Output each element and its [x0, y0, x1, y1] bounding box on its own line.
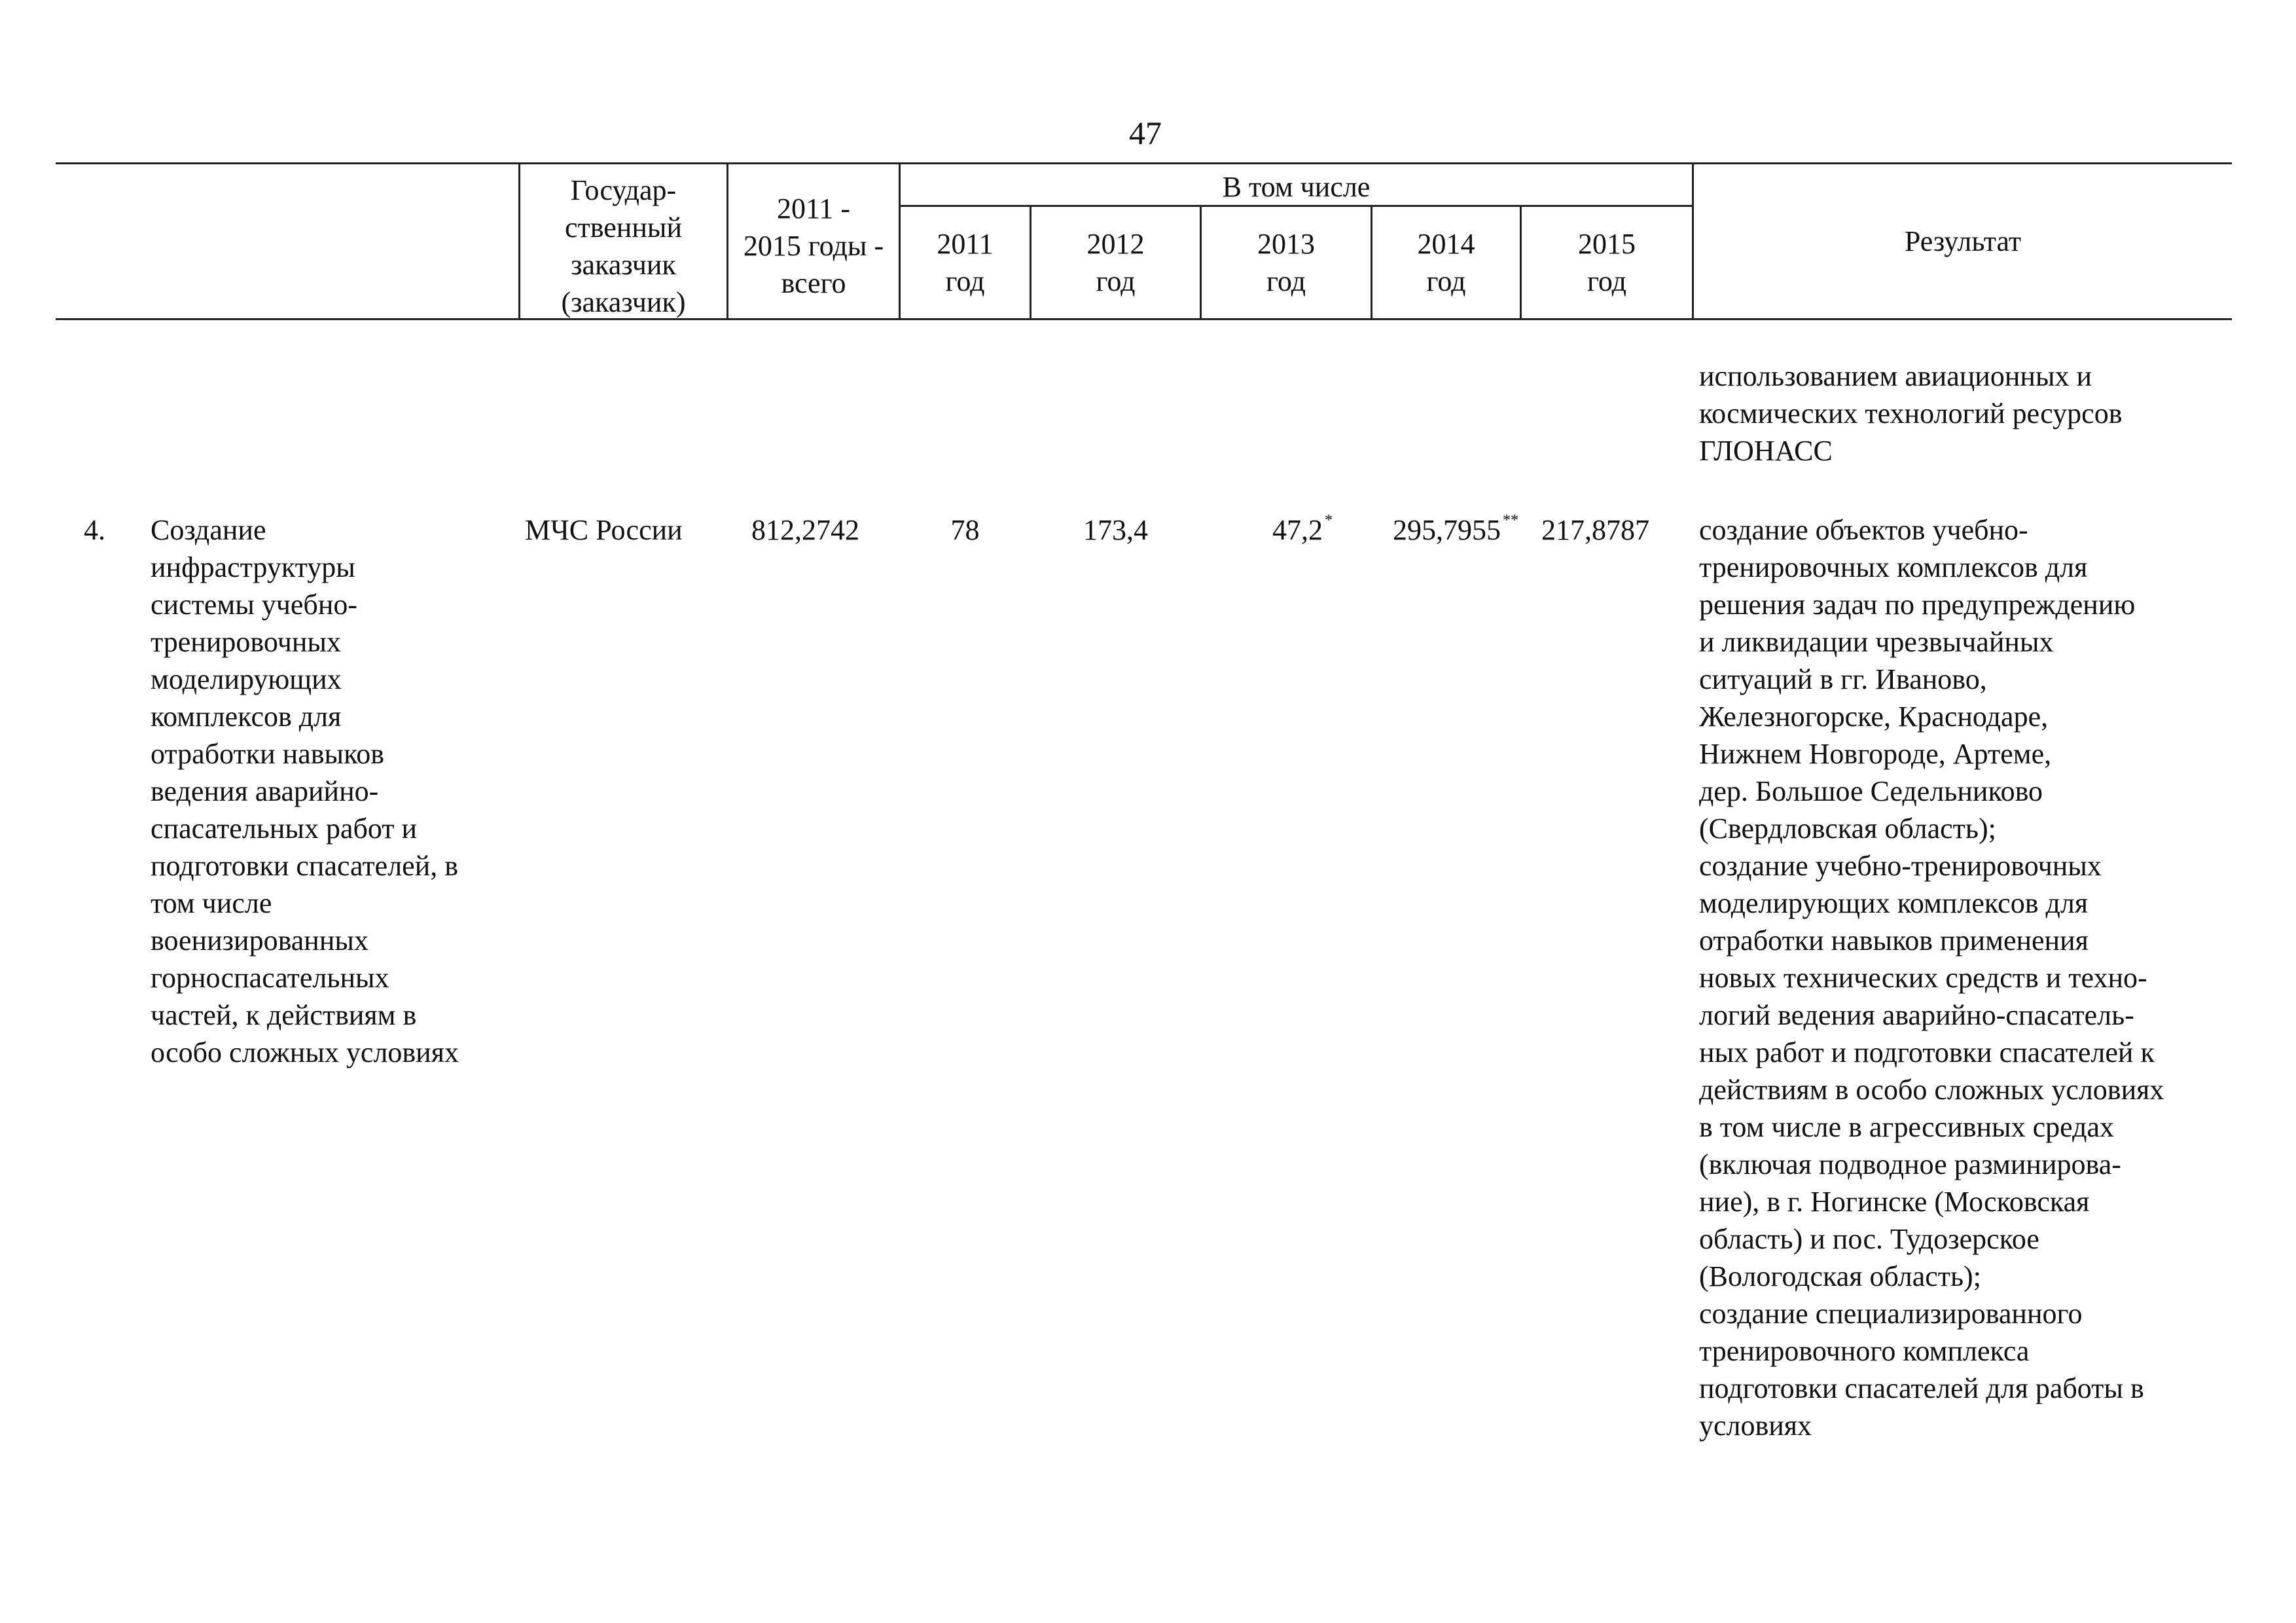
header-year-2013: 2013 год [1257, 228, 1315, 297]
footnote-mark: ** [1503, 512, 1518, 530]
row-2015: 217,8787 [1541, 514, 1649, 546]
header-result: Результат [1904, 225, 2022, 257]
header-including: В том числе [1222, 171, 1371, 203]
row-customer: МЧС России [525, 514, 683, 546]
header-year-2012: 2012 год [1086, 228, 1145, 297]
header-year-2014: 2014 год [1417, 228, 1475, 297]
row-2012: 173,4 [1083, 514, 1148, 546]
result-continuation: использованием авиационных и космических технологий ресурсов ГЛОНАСС [1699, 360, 2123, 467]
footnote-mark: * [1325, 512, 1333, 530]
row-number: 4. [84, 514, 105, 546]
header-year-2011: 2011 год [937, 228, 994, 297]
row-2013: 47,2 * [1272, 512, 1333, 546]
header-total: 2011 - 2015 годы - всего [743, 192, 884, 299]
row-2011: 78 [950, 514, 980, 546]
row-2014: 295,7955 ** [1393, 512, 1518, 546]
header-bottom-rule [56, 318, 2232, 320]
row-name: Создание инфраструктуры системы учебно- тренировочных моделирующих комплексов для отработки навыков ведения аварийно- спасательных работ и подготовки спасателей, в том числе военизированных горноспасательных частей, к действиям в особо сложных условиях [151, 514, 459, 1068]
header-top-rule [56, 162, 2232, 164]
row-total: 812,2742 [751, 514, 859, 546]
row-result: создание объектов учебно- тренировочных комплексов для решения задач по предупреждению и ликвидации чрезвычайных ситуаций в гг. Иваново, Железногорске, Краснодаре, Нижнем Новгороде, Артеме, дер. Большое Седельниково (Свердловская область); создание учебно-тренировочных моделирующих комплексов для отработки навыков применения новых технических средств и техно- логий ведения аварийно-спасатель- ных работ и подготовки спасателей к действиям в особо сложных условиях в том числе в агрессивных средах (включая подводное разминирова- ние), в г. Ногинске (Московская область) и пос. Тудозерское (Вологодская область); создание специализированного тренировочного комплекса подготовки спасателей для работы в условиях [1699, 514, 2164, 1442]
header-customer: Государ- ственный заказчик (заказчик) [561, 174, 686, 318]
page-number: 47 [1129, 115, 1162, 151]
header-year-2015: 2015 год [1578, 228, 1636, 297]
